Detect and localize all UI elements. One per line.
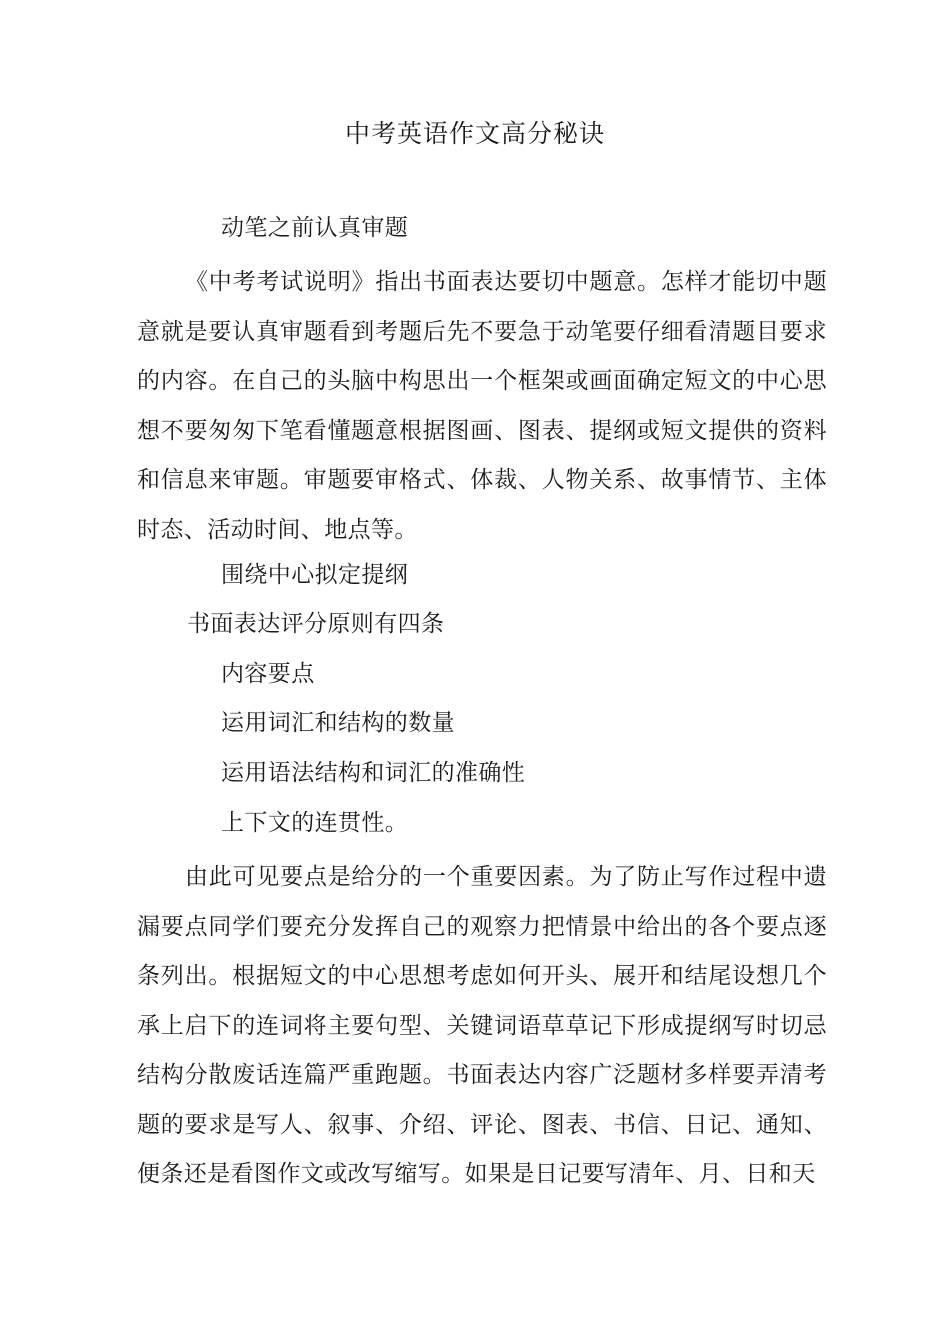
paragraph-key-points: 由此可见要点是给分的一个重要因素。为了防止写作过程中遗漏要点同学们要充分发挥自己的观察力把情景中给出的各个要点逐条列出。根据短文的中心思想考虑如何开头、展开和结尾设想几个承上启下的连词将主要句型、关键词语草草记下形成提纲写时切忌结构分散废话连篇严重跑题。书面表达内容广泛题材多样要弄清考题的要求是写人、叙事、介绍、评论、图表、书信、日记、通知、便条还是看图作文或改写缩写。如果是日记要写清年、月、日和天: [137, 864, 827, 1187]
principle-item: 运用语法结构和词汇的准确性: [221, 760, 526, 786]
section-heading-outline: 围绕中心拟定提纲: [221, 562, 409, 588]
principle-item: 上下文的连贯性。: [221, 810, 409, 836]
principle-item: 内容要点: [221, 661, 315, 687]
principles-intro: 书面表达评分原则有四条: [187, 611, 445, 637]
document-title: 中考英语作文高分秘诀: [344, 119, 605, 148]
paragraph-review-topic: 《中考考试说明》指出书面表达要切中题意。怎样才能切中题意就是要认真审题看到考题后先不要急于动笔要仔细看清题目要求的内容。在自己的头脑中构思出一个框架或画面确定短文的中心思想不要匆匆下笔看懂题意根据图画、图表、提纲或短文提供的资料和信息来审题。审题要审格式、体裁、人物关系、故事情节、主体时态、活动时间、地点等。: [137, 269, 827, 543]
principle-item: 运用词汇和结构的数量: [221, 710, 455, 736]
section-heading-review: 动笔之前认真审题: [221, 215, 409, 241]
